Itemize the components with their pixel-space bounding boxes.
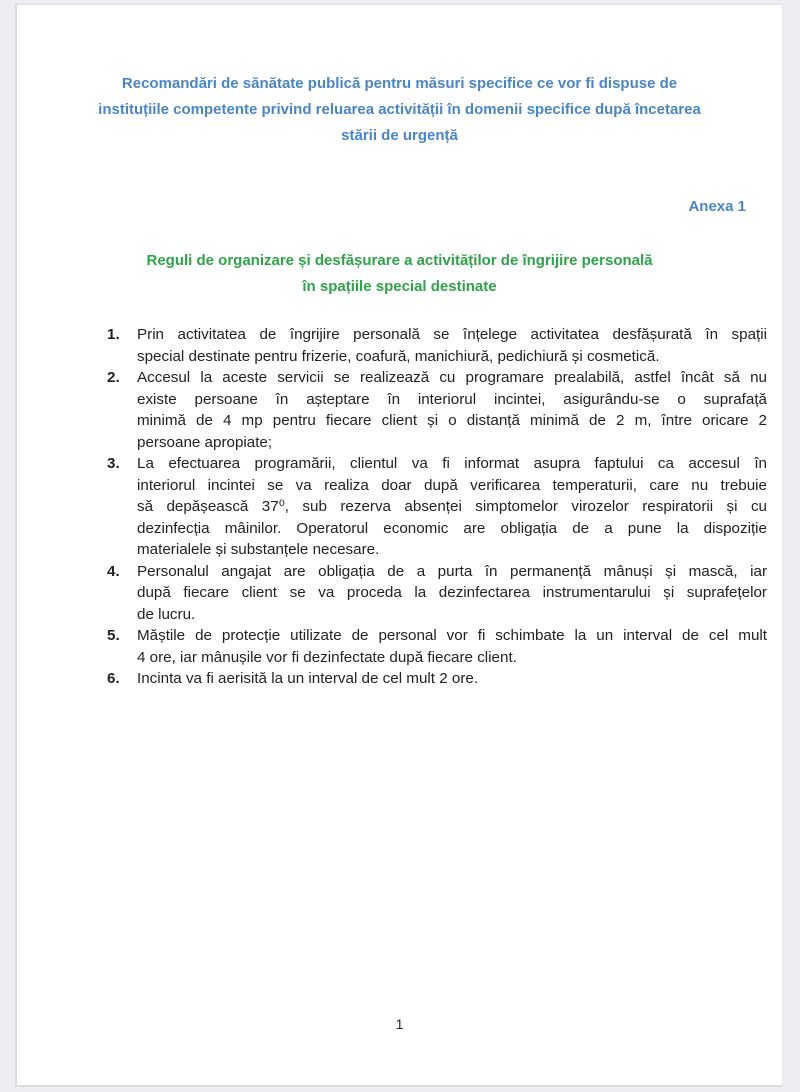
section-heading bbox=[17, 248, 782, 300]
heading-line: în spațiile special destinate bbox=[302, 278, 497, 295]
rule-text: Prin activitatea de îngrijire personală se înțelege activitatea desfășurată în spații special destinate pentru frizerie, coafură, manichiură, pedichiură și cosmetică. bbox=[137, 326, 767, 365]
document-title bbox=[17, 71, 782, 149]
title-line: instituțiile competente privind reluarea activității în domenii specifice după încetarea bbox=[98, 101, 701, 118]
rule-item bbox=[107, 561, 767, 626]
rule-item bbox=[107, 625, 767, 668]
rule-item bbox=[107, 668, 767, 690]
annex-label: Anexa 1 bbox=[688, 198, 746, 215]
rule-text: La efectuarea programării, clientul va fi informat asupra faptului ca accesul în interiorul incintei se va realiza doar după verificarea temperaturii, care nu trebuie să depășească 37⁰, sub rezerva absenței simptomelor virozelor respiratorii și cu dezinfecția mâinilor. Operatorul economic are obligația de a pune la dispoziție materialele și substanțele necesare. bbox=[137, 455, 767, 558]
page-number: 1 bbox=[395, 1016, 404, 1032]
rule-text: Măștile de protecție utilizate de personal vor fi schimbate la un interval de cel mult 4 ore, iar mânușile vor fi dezinfectate după fiecare client. bbox=[137, 627, 767, 666]
heading-line: Reguli de organizare și desfășurare a activităților de îngrijire personală bbox=[146, 252, 653, 269]
rule-number: 1. bbox=[107, 326, 120, 343]
rule-item bbox=[107, 453, 767, 561]
document-page bbox=[15, 3, 783, 1087]
rule-number: 4. bbox=[107, 562, 120, 580]
rule-number: 6. bbox=[107, 670, 120, 687]
title-line: Recomandări de sănătate publică pentru măsuri specifice ce vor fi dispuse de bbox=[121, 75, 678, 92]
rule-number: 2. bbox=[107, 369, 120, 386]
title-line: stării de urgență bbox=[341, 127, 458, 144]
rule-number: 5. bbox=[107, 627, 120, 644]
rule-item bbox=[107, 367, 767, 453]
rules-list bbox=[107, 324, 767, 690]
rule-item bbox=[107, 324, 767, 367]
rule-text: Personalul angajat are obligația de a purta în permanență mânuși și mască, iar după fiecare client se va proceda la dezinfectarea instrumentarului și suprafețelor de lucru. bbox=[137, 562, 767, 623]
rule-number: 3. bbox=[107, 455, 120, 472]
rule-text: Accesul la aceste servicii se realizează cu programare prealabilă, astfel încât să nu existe persoane în așteptare în interiorul incintei, asigurându-se o suprafață minimă de 4 mp pentru fiecare client și o distanță minimă de 2 m, între oricare 2 persoane apropiate; bbox=[137, 369, 767, 451]
rule-text: Incinta va fi aerisită la un interval de cel mult 2 ore. bbox=[137, 670, 479, 687]
